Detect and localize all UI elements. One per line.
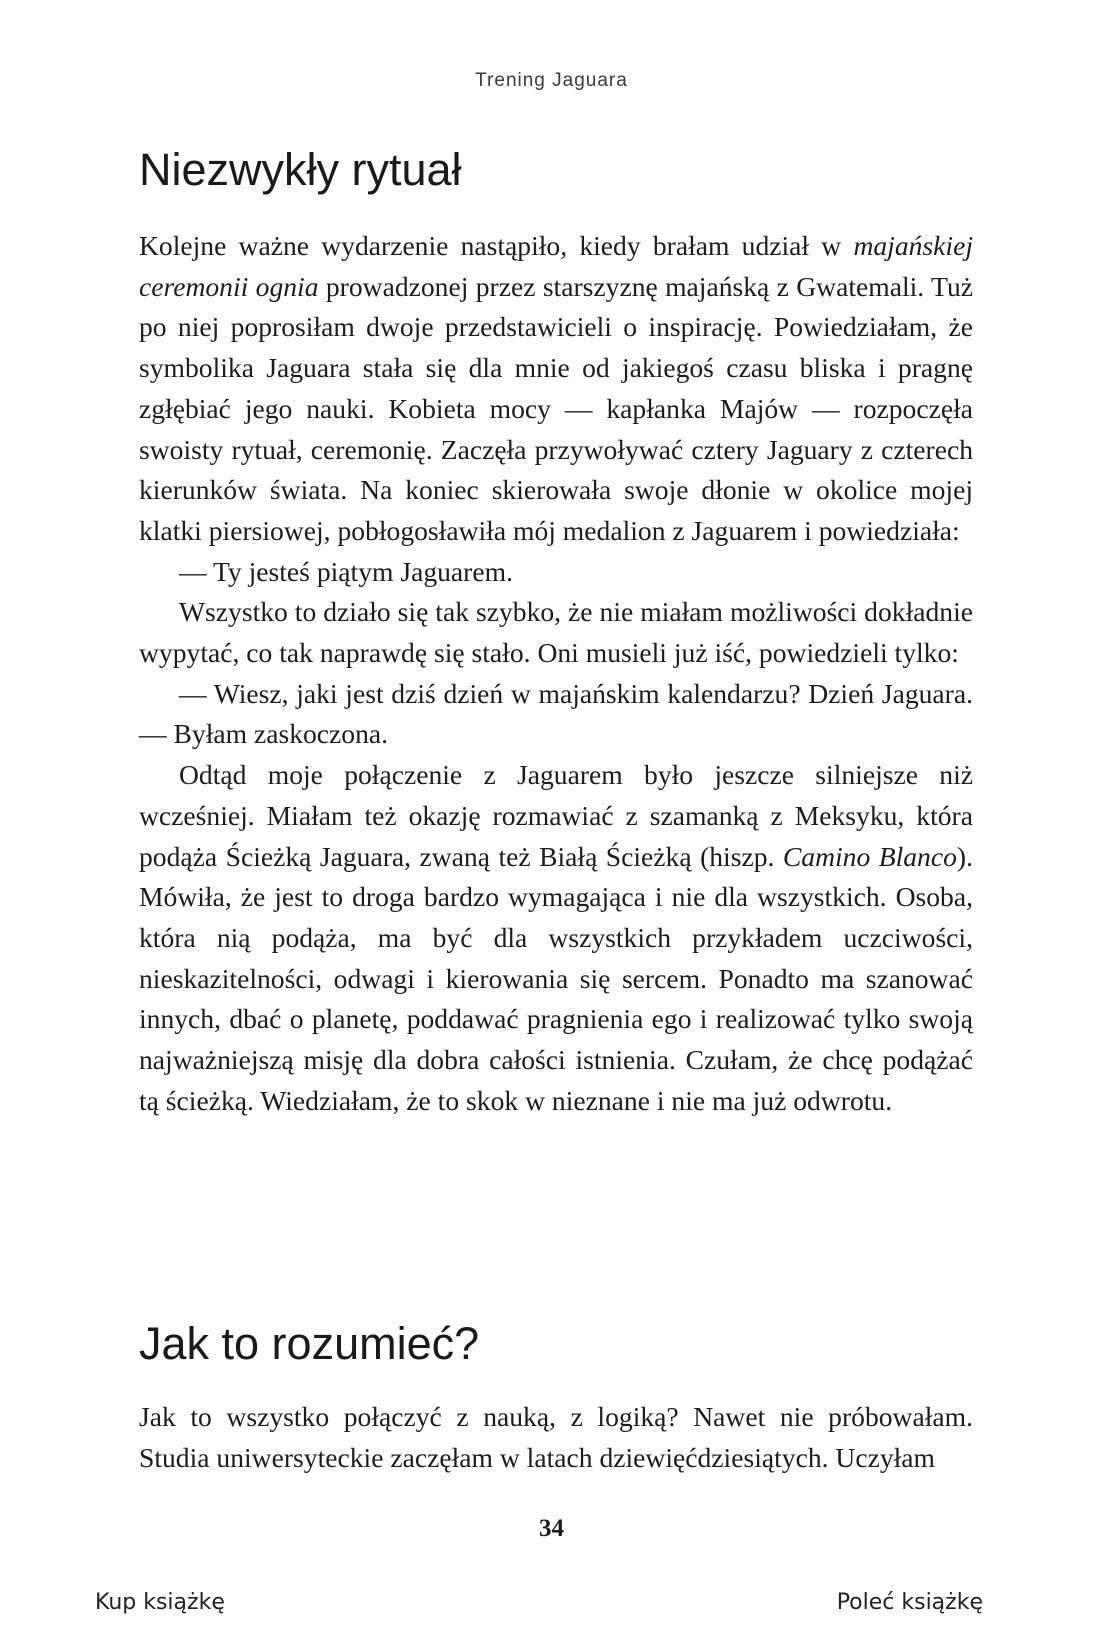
paragraph: Wszystko to działo się tak szybko, że nie miałam możliwości dokładnie wypytać, co tak naprawdę się stało. Oni musieli już iść, powiedzieli tylko: bbox=[139, 596, 973, 669]
paragraph: — Ty jesteś piątym Jaguarem. bbox=[179, 555, 513, 587]
paragraph: — Wiesz, jaki jest dziś dzień w majańskim kalendarzu? Dzień Jaguara. — Byłam zaskoczona. bbox=[139, 677, 973, 750]
buy-book-link[interactable]: Kup książkę bbox=[95, 1590, 225, 1615]
paragraph: Odtąd moje połączenie z Jaguarem było jeszcze silniejsze niż wcześniej. Miałam też okazję rozmawiać z szamanką z Meksyku, która podąża Ścieżką Jaguara, zwaną też Białą Ścieżką (hiszp. Camino Blanco). Mówiła, że jest to droga bardzo wymagająca i nie dla wszystkich. Osoba, która nią podąża, ma być dla wszystkich przykładem uczciwości, nieskazitelności, odwagi i kierowania się sercem. Ponadto ma szanować innych, dbać o planetę, poddawać pragnienia ego i realizować tylko swoją najważniejszą misję dla dobra całości istnienia. Czułam, że chcę podążać tą ścieżką. Wiedziałam, że to skok w nieznane i nie ma już odwrotu. bbox=[139, 759, 973, 1116]
page-number: 34 bbox=[539, 1515, 564, 1542]
paragraph: Jak to wszystko połączyć z nauką, z logiką? Nawet nie próbowałam. Studia uniwersyteckie zaczęłam w latach dziewięćdziesiątych. Uczyłam bbox=[139, 1401, 973, 1473]
running-head: Trening Jaguara bbox=[475, 70, 628, 91]
section-body-how-to-understand bbox=[139, 1397, 973, 1478]
section-body-unusual-ritual bbox=[139, 226, 973, 1121]
paragraph: Kolejne ważne wydarzenie nastąpiło, kiedy brałam udział w majańskiej ceremonii ognia prowadzonej przez starszyznę majańską z Gwatemali. Tuż po niej poprosiłam dwoje przedstawicieli o inspirację. Powiedziałam, że symbolika Jaguara stała się dla mnie od jakiegoś czasu bliska i pragnę zgłębiać jego nauki. Kobieta mocy — kapłanka Majów — rozpoczęła swoisty rytuał, ceremonię. Zaczęła przywoływać cztery Jaguary z czterech kierunków świata. Na koniec skierowała swoje dłonie w okolice mojej klatki piersiowej, pobłogosławiła mój medalion z Jaguarem i powiedziała: bbox=[139, 230, 973, 546]
recommend-book-link[interactable]: Poleć książkę bbox=[836, 1590, 983, 1615]
section-heading-how-to-understand: Jak to rozumieć? bbox=[139, 1318, 480, 1369]
section-heading-unusual-ritual: Niezwykły rytuał bbox=[139, 144, 462, 195]
